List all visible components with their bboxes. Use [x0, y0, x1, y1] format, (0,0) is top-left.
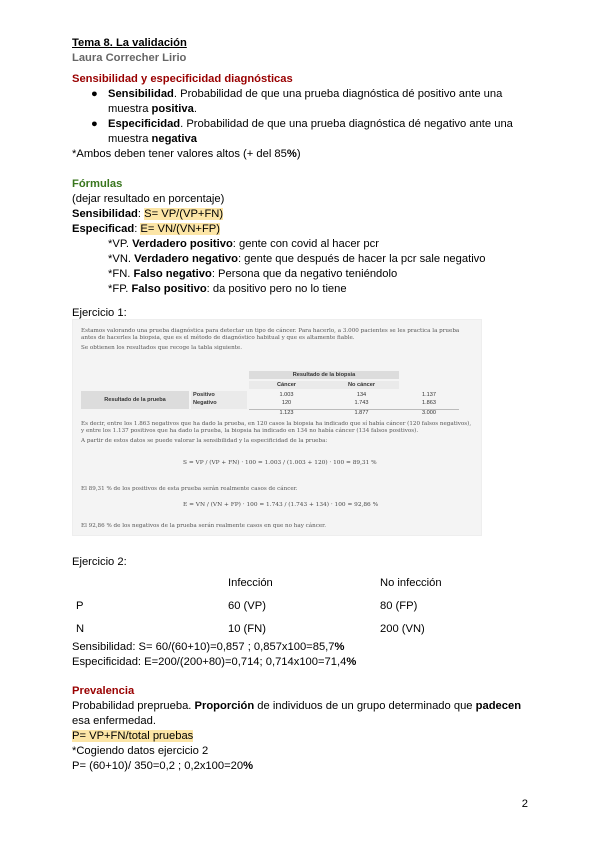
section-heading-formulas: Fórmulas: [72, 178, 123, 190]
table-cell: 1.743: [354, 400, 369, 406]
exercise2-label: Ejercicio 2:: [72, 556, 127, 568]
table-cell: 1.003: [279, 392, 294, 398]
table-group-header: Resultado de la biopsia: [292, 372, 356, 378]
bullet-list: [91, 87, 538, 147]
table-col-header: No cáncer: [347, 382, 376, 388]
definition-text: muestra: [108, 133, 152, 145]
table-row-label: N: [76, 623, 85, 635]
page-title: Tema 8. La validación: [72, 37, 187, 49]
prevalence-formula: P= VP+FN/total pruebas: [72, 730, 194, 742]
definition-item: *FN. Falso negativo: Persona que da negativo teniéndolo: [108, 268, 398, 280]
specificity-calc-formula: E = VN / (VN + FP) · 100 = 1.743 / (1.743 + 134) · 100 = 92,86 %: [183, 502, 379, 508]
specificity-formula-line: Especificad: E= VN/(VN+FP): [72, 223, 220, 235]
bullet-dot-icon: ●: [91, 118, 98, 130]
prevalence-note: *Cogiendo datos ejercicio 2: [72, 745, 209, 757]
definition-item: *FP. Falso positivo: da positivo pero no lo tiene: [108, 283, 347, 295]
table-cell: 1.877: [354, 410, 369, 416]
table-cell: 80 (FP): [380, 600, 418, 612]
table-cell: 10 (FN): [228, 623, 266, 635]
exercise-paragraph: Estamos valorando una prueba diagnóstica para detectar un tipo de cáncer. Para hacerlo, a 3.000 pacientes se les practica la prueba antes de hacerles la biopsia, que es el método de diagnóstico habitual y que es altamente fiable.: [81, 328, 460, 342]
table-cell: 134: [356, 392, 367, 398]
formulas-subtitle: (dejar resultado en porcentaje): [72, 193, 225, 205]
exercise1-image: [72, 319, 482, 536]
table-cell: 3.000: [422, 410, 436, 416]
definition-item: *VP. Verdadero positivo: gente con covid al hacer pcr: [108, 238, 379, 250]
section-heading-sensibilidad: Sensibilidad y especificidad diagnósticas: [72, 73, 293, 85]
table-col-header: Cáncer: [277, 382, 296, 388]
list-item: [91, 87, 538, 117]
table-row-label: Negativo: [193, 400, 217, 406]
exercise1-label: Ejercicio 1:: [72, 307, 127, 319]
table-cell: 1.123: [279, 410, 294, 416]
table-cell: 1.137: [422, 392, 436, 398]
prevalence-calc: P= (60+10)/ 350=0,2 ; 0,2x100=20%: [72, 760, 254, 772]
exercise-paragraph: El 92,86 % de los negativos de la prueba serán realmente casos en que no hay cáncer.: [81, 523, 327, 529]
definition-item: *VN. Verdadero negativo: gente que después de hacer la pcr sale negativo: [108, 253, 486, 265]
section-heading-prevalencia: Prevalencia: [72, 685, 135, 697]
prevalence-definition: Probabilidad preprueba. Proporción de individuos de un grupo determinado que padecen esa enfermedad.: [72, 700, 522, 727]
term-bold: Especificidad: [108, 118, 181, 130]
sensitivity-calc-formula: S = VP / (VP + FN) · 100 = 1.003 / (1.003 + 120) · 100 = 89,31 %: [183, 460, 377, 466]
table-cell: 200 (VN): [380, 623, 425, 635]
definition-text: .: [193, 103, 197, 115]
table-row-header: Resultado de la prueba: [104, 397, 166, 403]
exercise-paragraph: Se obtienen los resultados que recoge la tabla siguiente.: [81, 345, 243, 352]
term-bold: negativa: [151, 133, 197, 145]
page-number: 2: [521, 798, 528, 810]
table-col-header: Infección: [228, 577, 273, 589]
sensitivity-formula-line: Sensibilidad: S= VP/(VP+FN): [72, 208, 224, 220]
term-bold: positiva: [151, 103, 194, 115]
note-text: *Ambos deben tener valores altos (+ del 85%): [72, 148, 301, 160]
table-cell: 60 (VP): [228, 600, 266, 612]
definition-text: . Probabilidad de que una prueba diagnóstica dé negativo ante una: [180, 118, 513, 130]
author-name: Laura Correcher Lirio: [72, 52, 187, 64]
table-row-label: Positivo: [193, 392, 215, 398]
bullet-dot-icon: ●: [91, 88, 98, 100]
table-cell: 120: [281, 400, 292, 406]
specificity-formula: E= VN/(VN+FP): [140, 223, 220, 235]
definitions-list: [108, 237, 548, 297]
table-col-header: No infección: [380, 577, 442, 589]
exercise-paragraph: A partir de estos datos se puede valorar la sensibilidad y la especificidad de la prueba:: [81, 438, 328, 445]
table-cell: 1.863: [422, 400, 436, 406]
term-bold: Sensibilidad: [108, 88, 174, 100]
table-row-label: P: [76, 600, 84, 612]
prevalence-formula-line: [72, 729, 193, 744]
exercise-paragraph: Es decir, entre los 1.863 negativos que ha dado la prueba, en 120 casos la biopsia ha indicado que sí había cáncer (120 falsos negativos), y entre los 1.137 positivos que ha dado la prueba, la biopsia ha indicado en 134 no había cáncer (134 falsos positivos).: [81, 421, 472, 435]
sensitivity-formula: S= VP/(VP+FN): [144, 208, 224, 220]
definition-text: . Probabilidad de que una prueba diagnóstica dé positivo ante una: [173, 88, 503, 100]
specificity-result: Especificidad: E=200/(200+80)=0,714; 0,714x100=71,4%: [72, 656, 357, 668]
definition-text: muestra: [108, 103, 152, 115]
exercise-paragraph: El 89,31 % de los positivos de esta prueba serán realmente casos de cáncer.: [81, 486, 298, 492]
sensitivity-result: Sensibilidad: S= 60/(60+10)=0,857 ; 0,857x100=85,7%: [72, 641, 345, 653]
list-item: [91, 117, 538, 147]
